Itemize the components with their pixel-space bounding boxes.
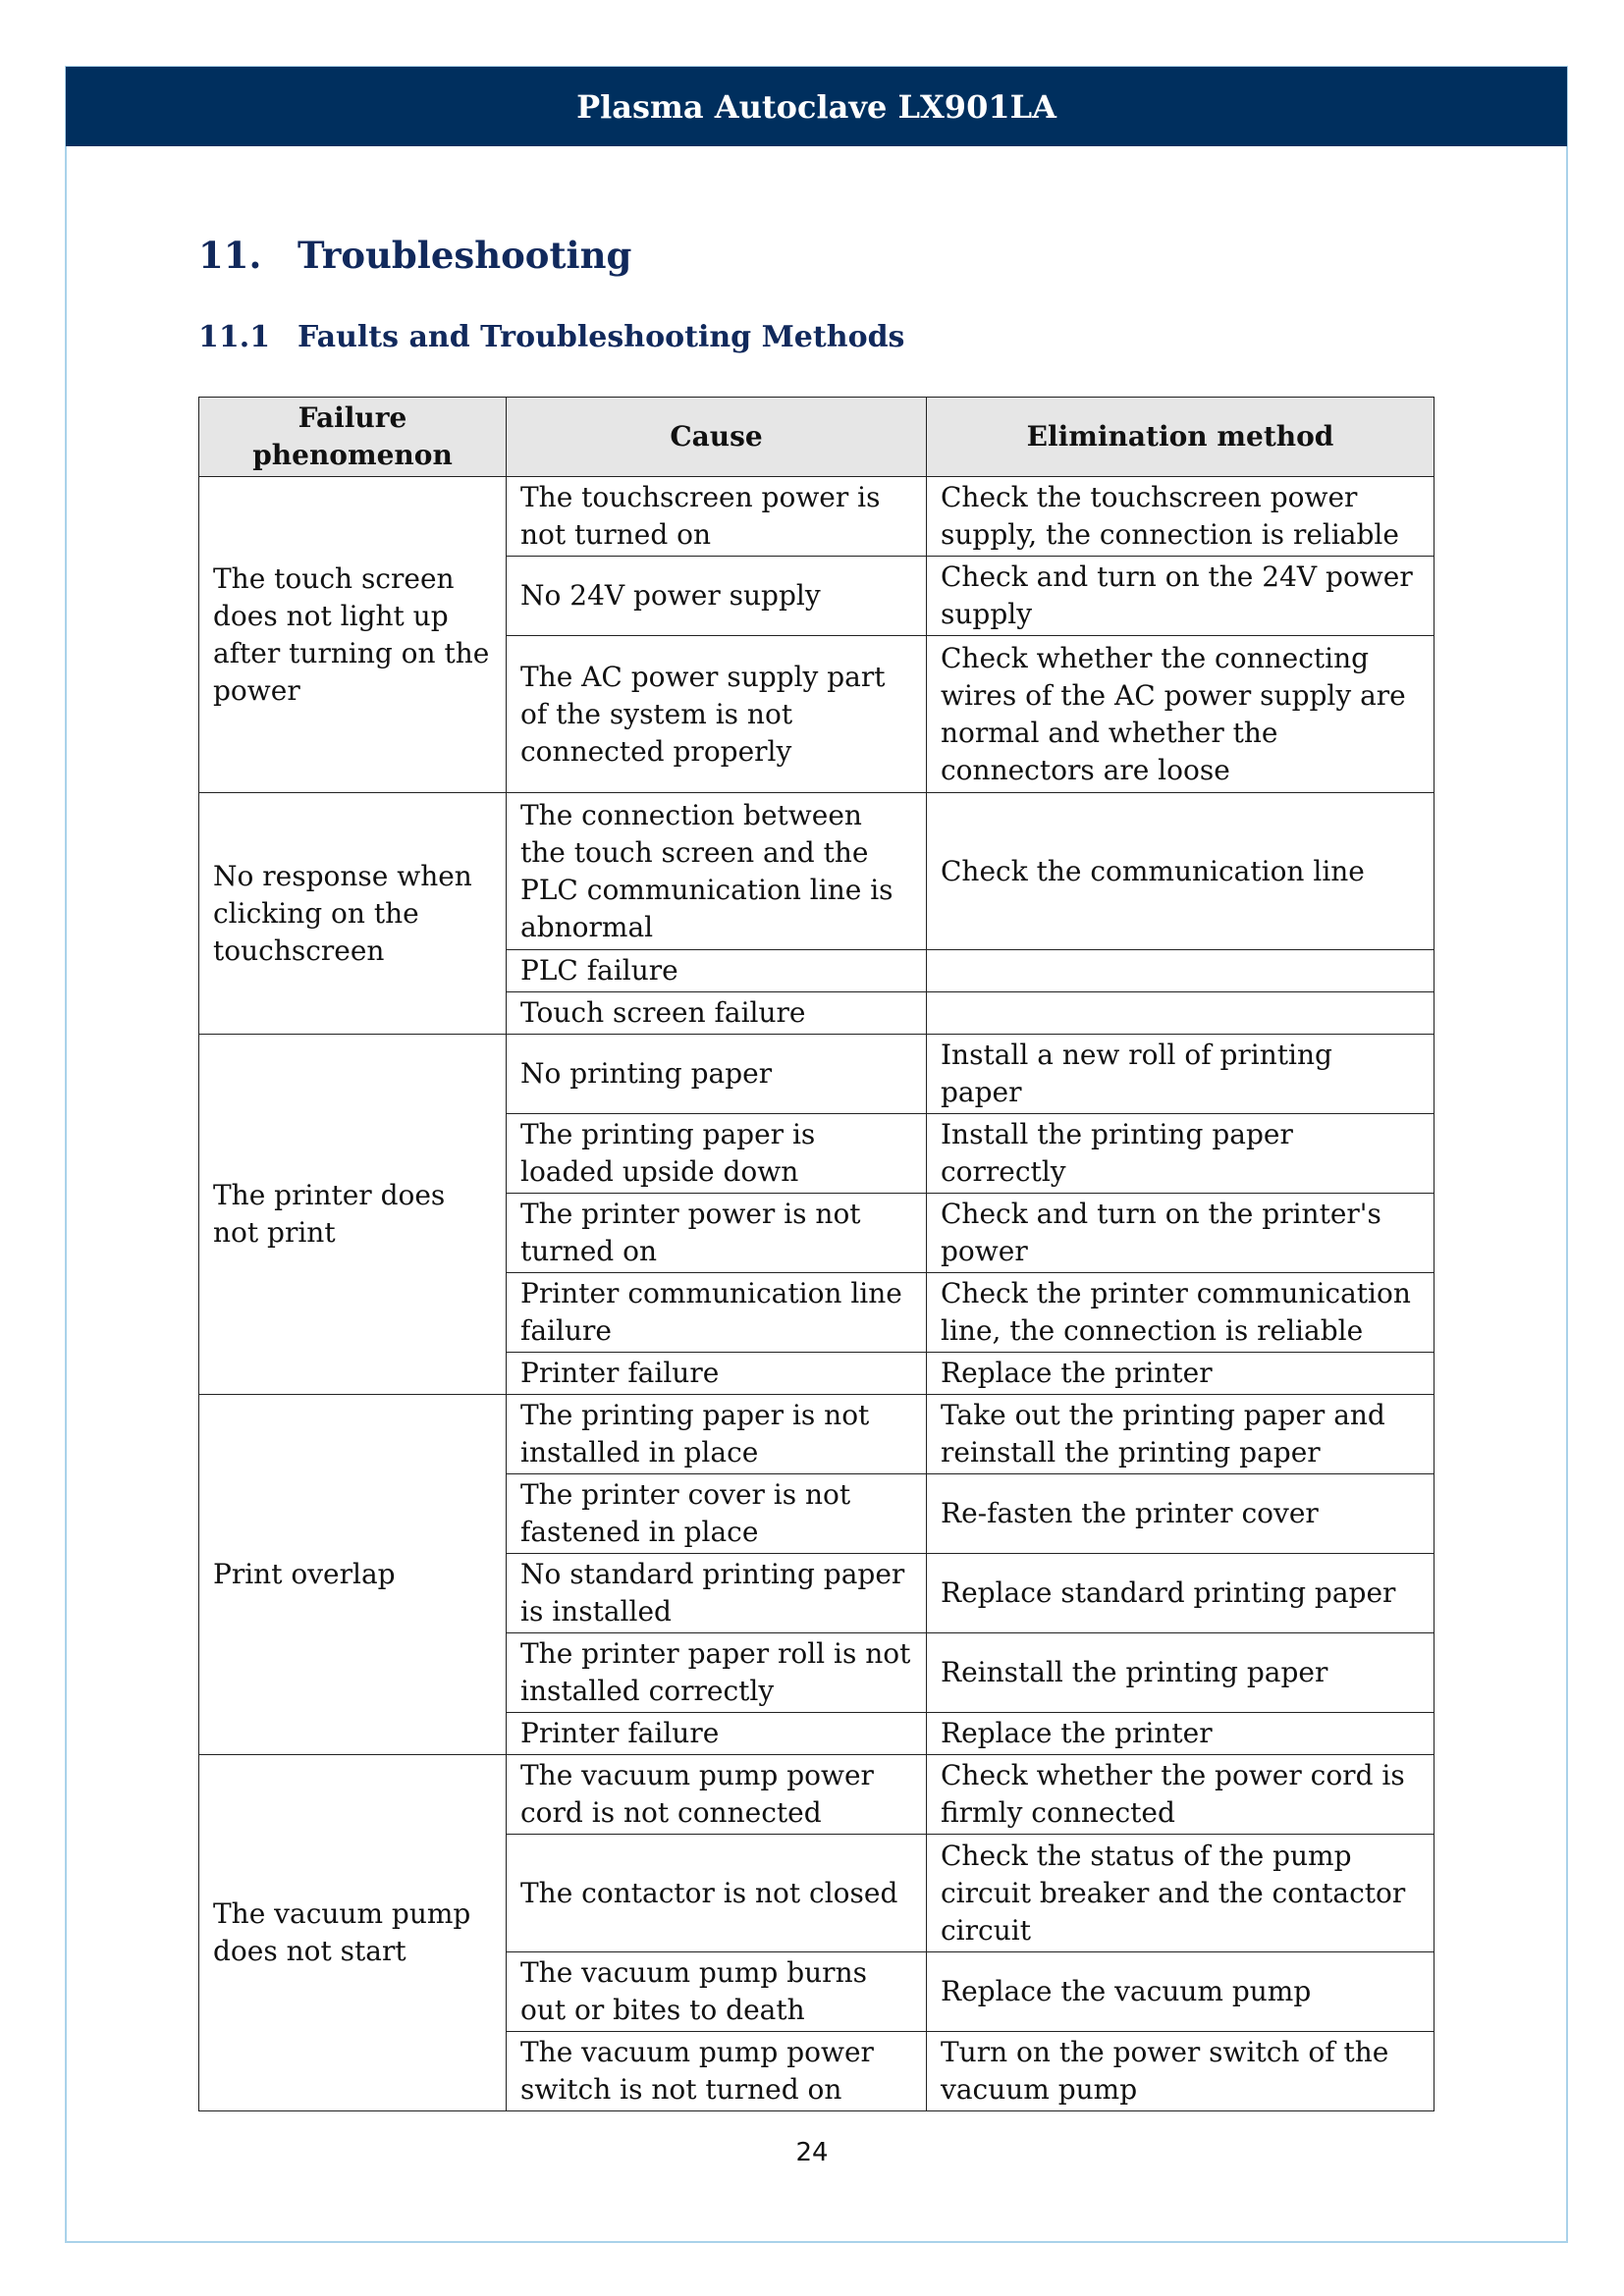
cause-cell: The vacuum pump burns out or bites to death (507, 1952, 927, 2032)
elimination-method-cell: Check whether the connecting wires of the AC power supply are normal and whether the connectors are loose (927, 636, 1435, 793)
cause-cell: The printer cover is not fastened in place (507, 1474, 927, 1554)
elimination-method-cell: Check and turn on the printer's power (927, 1194, 1435, 1273)
cause-cell: PLC failure (507, 950, 927, 992)
table-header-row (199, 398, 1435, 477)
subsection-title: Faults and Troubleshooting Methods (298, 320, 905, 354)
elimination-method-cell: Replace standard printing paper (927, 1554, 1435, 1633)
cause-cell: Printer failure (507, 1713, 927, 1755)
subsection-number: 11.1 (198, 320, 271, 354)
cause-cell: The touchscreen power is not turned on (507, 477, 927, 557)
failure-phenomenon-cell: The touch screen does not light up after turning on the power (199, 477, 507, 793)
cause-cell: The contactor is not closed (507, 1835, 927, 1952)
elimination-method-cell (927, 992, 1435, 1035)
cause-cell: The printer paper roll is not installed correctly (507, 1633, 927, 1713)
header-elimination-method: Elimination method (927, 398, 1435, 477)
cause-cell: The printing paper is loaded upside down (507, 1114, 927, 1194)
elimination-method-cell: Replace the vacuum pump (927, 1952, 1435, 2032)
elimination-method-cell: Replace the printer (927, 1353, 1435, 1395)
failure-phenomenon-cell: The printer does not print (199, 1035, 507, 1395)
elimination-method-cell: Check and turn on the 24V power supply (927, 557, 1435, 636)
elimination-method-cell: Install the printing paper correctly (927, 1114, 1435, 1194)
cause-cell: No printing paper (507, 1035, 927, 1114)
elimination-method-cell: Turn on the power switch of the vacuum pump (927, 2032, 1435, 2111)
elimination-method-cell: Check the touchscreen power supply, the connection is reliable (927, 477, 1435, 557)
elimination-method-cell: Re-fasten the printer cover (927, 1474, 1435, 1554)
elimination-method-cell: Check the status of the pump circuit breaker and the contactor circuit (927, 1835, 1435, 1952)
header-banner (66, 67, 1567, 146)
cause-cell: The vacuum pump power switch is not turned on (507, 2032, 927, 2111)
elimination-method-cell: Reinstall the printing paper (927, 1633, 1435, 1713)
elimination-method-cell: Take out the printing paper and reinstall the printing paper (927, 1395, 1435, 1474)
cause-cell: The connection between the touch screen and the PLC communication line is abnormal (507, 793, 927, 950)
troubleshooting-table (198, 397, 1435, 2111)
failure-phenomenon-cell: No response when clicking on the touchscreen (199, 793, 507, 1035)
cause-cell: The printing paper is not installed in place (507, 1395, 927, 1474)
cause-cell: The AC power supply part of the system is not connected properly (507, 636, 927, 793)
cause-cell: Touch screen failure (507, 992, 927, 1035)
page-number: 24 (795, 2138, 829, 2167)
table-body (199, 477, 1435, 2111)
cause-cell: No 24V power supply (507, 557, 927, 636)
failure-phenomenon-cell: The vacuum pump does not start (199, 1755, 507, 2111)
cause-cell: The vacuum pump power cord is not connected (507, 1755, 927, 1835)
elimination-method-cell (927, 950, 1435, 992)
elimination-method-cell: Check the communication line (927, 793, 1435, 950)
section-title: Troubleshooting (298, 234, 632, 277)
document-title: Plasma Autoclave LX901LA (576, 87, 1056, 126)
section-heading (198, 234, 631, 277)
cause-cell: No standard printing paper is installed (507, 1554, 927, 1633)
elimination-method-cell: Check whether the power cord is firmly connected (927, 1755, 1435, 1835)
table-row (199, 1035, 1435, 1114)
cause-cell: Printer failure (507, 1353, 927, 1395)
table-row (199, 793, 1435, 950)
cause-cell: Printer communication line failure (507, 1273, 927, 1353)
table-row (199, 1755, 1435, 1835)
cause-cell: The printer power is not turned on (507, 1194, 927, 1273)
failure-phenomenon-cell: Print overlap (199, 1395, 507, 1755)
elimination-method-cell: Replace the printer (927, 1713, 1435, 1755)
table-row (199, 477, 1435, 557)
subsection-heading (198, 320, 904, 354)
table-row (199, 1395, 1435, 1474)
header-failure-phenomenon: Failure phenomenon (199, 398, 507, 477)
elimination-method-cell: Install a new roll of printing paper (927, 1035, 1435, 1114)
elimination-method-cell: Check the printer communication line, the connection is reliable (927, 1273, 1435, 1353)
header-cause: Cause (507, 398, 927, 477)
section-number: 11. (198, 234, 262, 277)
